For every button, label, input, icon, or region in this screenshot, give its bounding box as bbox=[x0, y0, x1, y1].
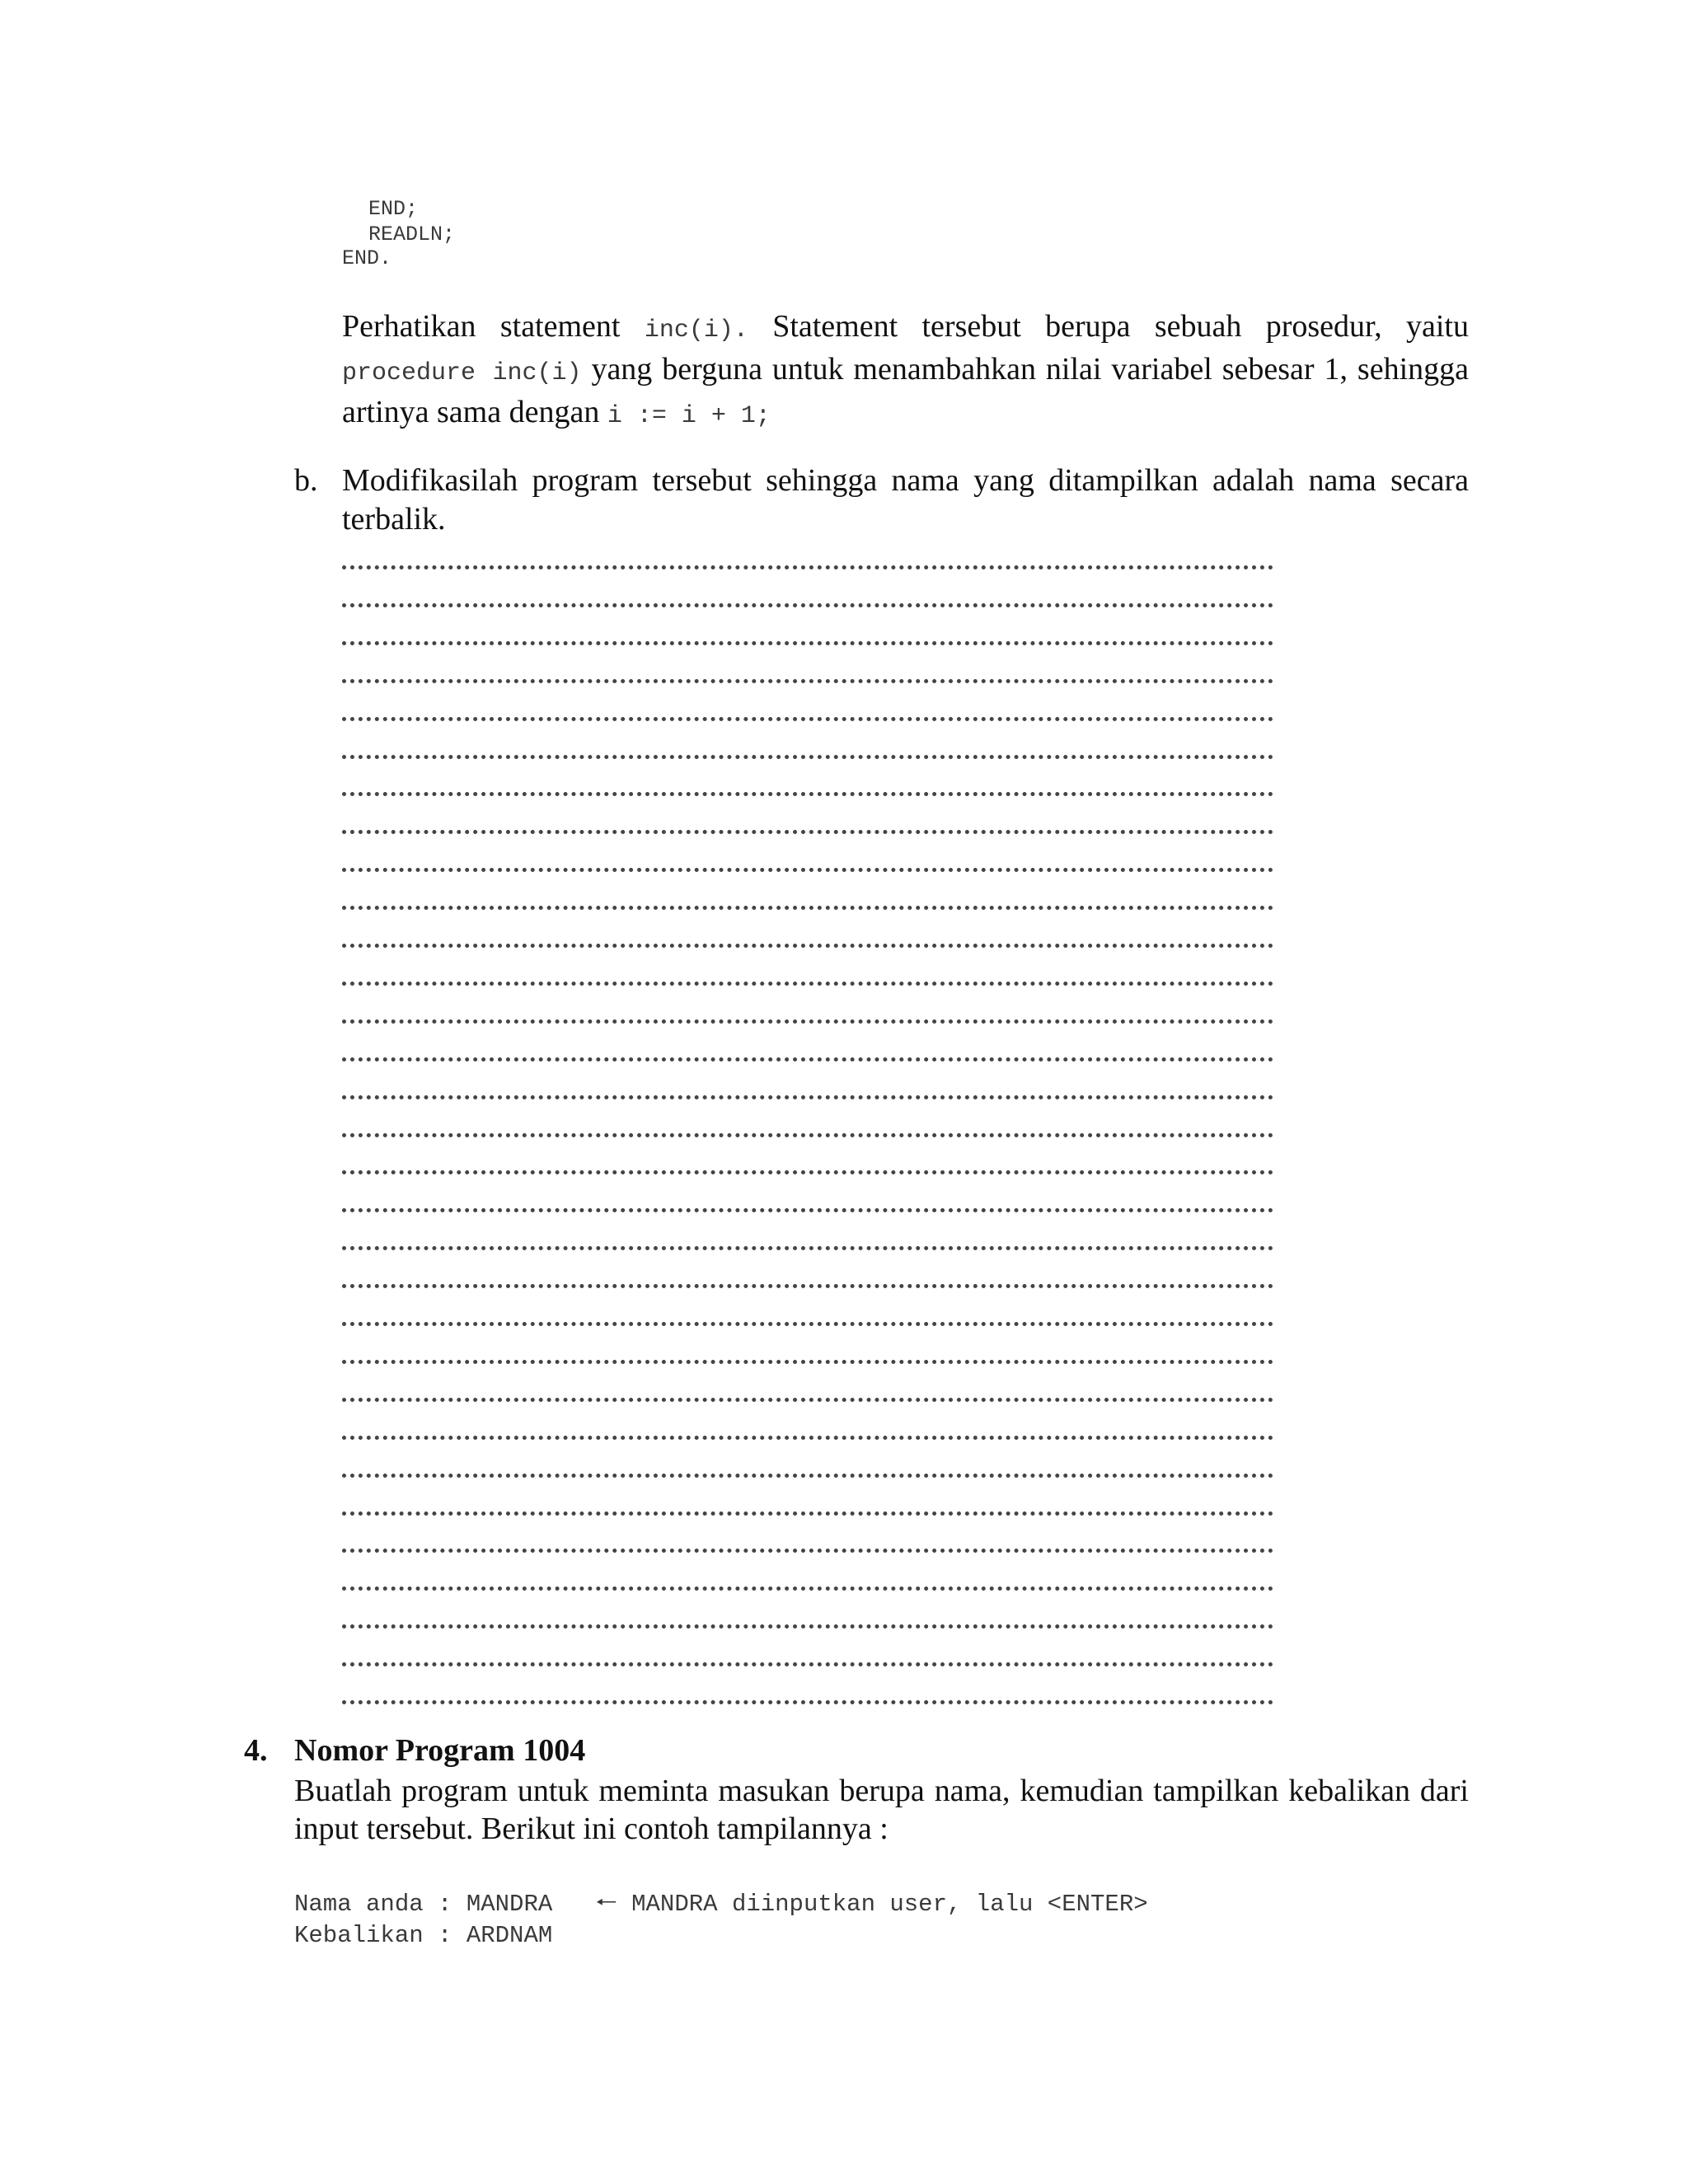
code-line-readln: READLN; bbox=[368, 223, 456, 246]
answer-dotted-line bbox=[342, 1246, 1273, 1288]
answer-dotted-line bbox=[342, 1360, 1273, 1402]
item-b-text: Modifikasilah program tersebut sehingga nama yang ditampilkan adalah nama secara terbalik. bbox=[342, 463, 1469, 537]
answer-dotted-line bbox=[342, 1132, 1273, 1174]
explanation-code-inc: inc(i). bbox=[644, 316, 748, 344]
code-line-end-semicolon: END; bbox=[368, 197, 419, 221]
explanation-text-1: Perhatikan statement bbox=[342, 309, 645, 344]
answer-dotted-line bbox=[342, 1095, 1273, 1137]
answer-dotted-line bbox=[342, 792, 1273, 834]
explanation-paragraph bbox=[342, 307, 1469, 436]
explanation-text-2: Statement tersebut berupa sebuah prosedur, yaitu bbox=[748, 309, 1469, 344]
answer-dotted-line bbox=[342, 679, 1273, 721]
answer-dotted-line bbox=[342, 1549, 1273, 1591]
answer-dotted-line bbox=[342, 906, 1273, 948]
answer-dotted-line bbox=[342, 527, 1273, 569]
answer-dotted-line bbox=[342, 1322, 1273, 1364]
section-4-title: Nomor Program 1004 bbox=[294, 1733, 586, 1768]
sample-output-line-2: Kebalikan : ARDNAM bbox=[294, 1922, 553, 1949]
answer-dotted-line bbox=[342, 1474, 1273, 1516]
answer-dotted-line bbox=[342, 830, 1273, 872]
item-b-label: b. bbox=[294, 463, 318, 498]
answer-dotted-line bbox=[342, 868, 1273, 910]
sample-prompt: Nama anda : MANDRA bbox=[294, 1891, 553, 1918]
answer-dotted-line bbox=[342, 1511, 1273, 1553]
answer-dotted-line bbox=[342, 1624, 1273, 1666]
answer-dotted-line bbox=[342, 717, 1273, 759]
answer-dotted-line bbox=[342, 1208, 1273, 1250]
answer-dotted-line bbox=[342, 603, 1273, 645]
answer-dotted-line bbox=[342, 1170, 1273, 1212]
answer-dotted-line bbox=[342, 1662, 1273, 1704]
answer-dotted-line bbox=[342, 1057, 1273, 1099]
sample-output-line-1 bbox=[294, 1886, 1148, 1921]
answer-dotted-line bbox=[342, 1586, 1273, 1629]
sample-note: MANDRA diinputkan user, lalu <ENTER> bbox=[631, 1891, 1148, 1918]
answer-dotted-line bbox=[342, 641, 1273, 683]
answer-dotted-line bbox=[342, 982, 1273, 1024]
answer-dotted-line bbox=[342, 754, 1273, 796]
answer-dotted-line bbox=[342, 944, 1273, 986]
left-arrow-icon: 🠐 bbox=[595, 1888, 617, 1917]
answer-dotted-line bbox=[342, 1398, 1273, 1440]
section-4-text: Buatlah program untuk meminta masukan berupa nama, kemudian tampilkan kebalikan dari input tersebut. Berikut ini contoh tampilannya : bbox=[294, 1774, 1469, 1846]
answer-dotted-line bbox=[342, 1019, 1273, 1062]
code-line-end-dot: END. bbox=[342, 246, 392, 270]
explanation-code-procedure: procedure inc(i) bbox=[342, 359, 582, 387]
answer-dotted-line bbox=[342, 565, 1273, 607]
section-4-number: 4. bbox=[244, 1733, 268, 1768]
answer-dotted-line bbox=[342, 1284, 1273, 1326]
explanation-text-3: yang berguna untuk menambahkan nilai variabel sebesar 1, sehingga artinya sama dengan bbox=[342, 352, 1469, 429]
explanation-code-assign: i := i + 1; bbox=[607, 402, 771, 430]
answer-dotted-line bbox=[342, 1436, 1273, 1478]
